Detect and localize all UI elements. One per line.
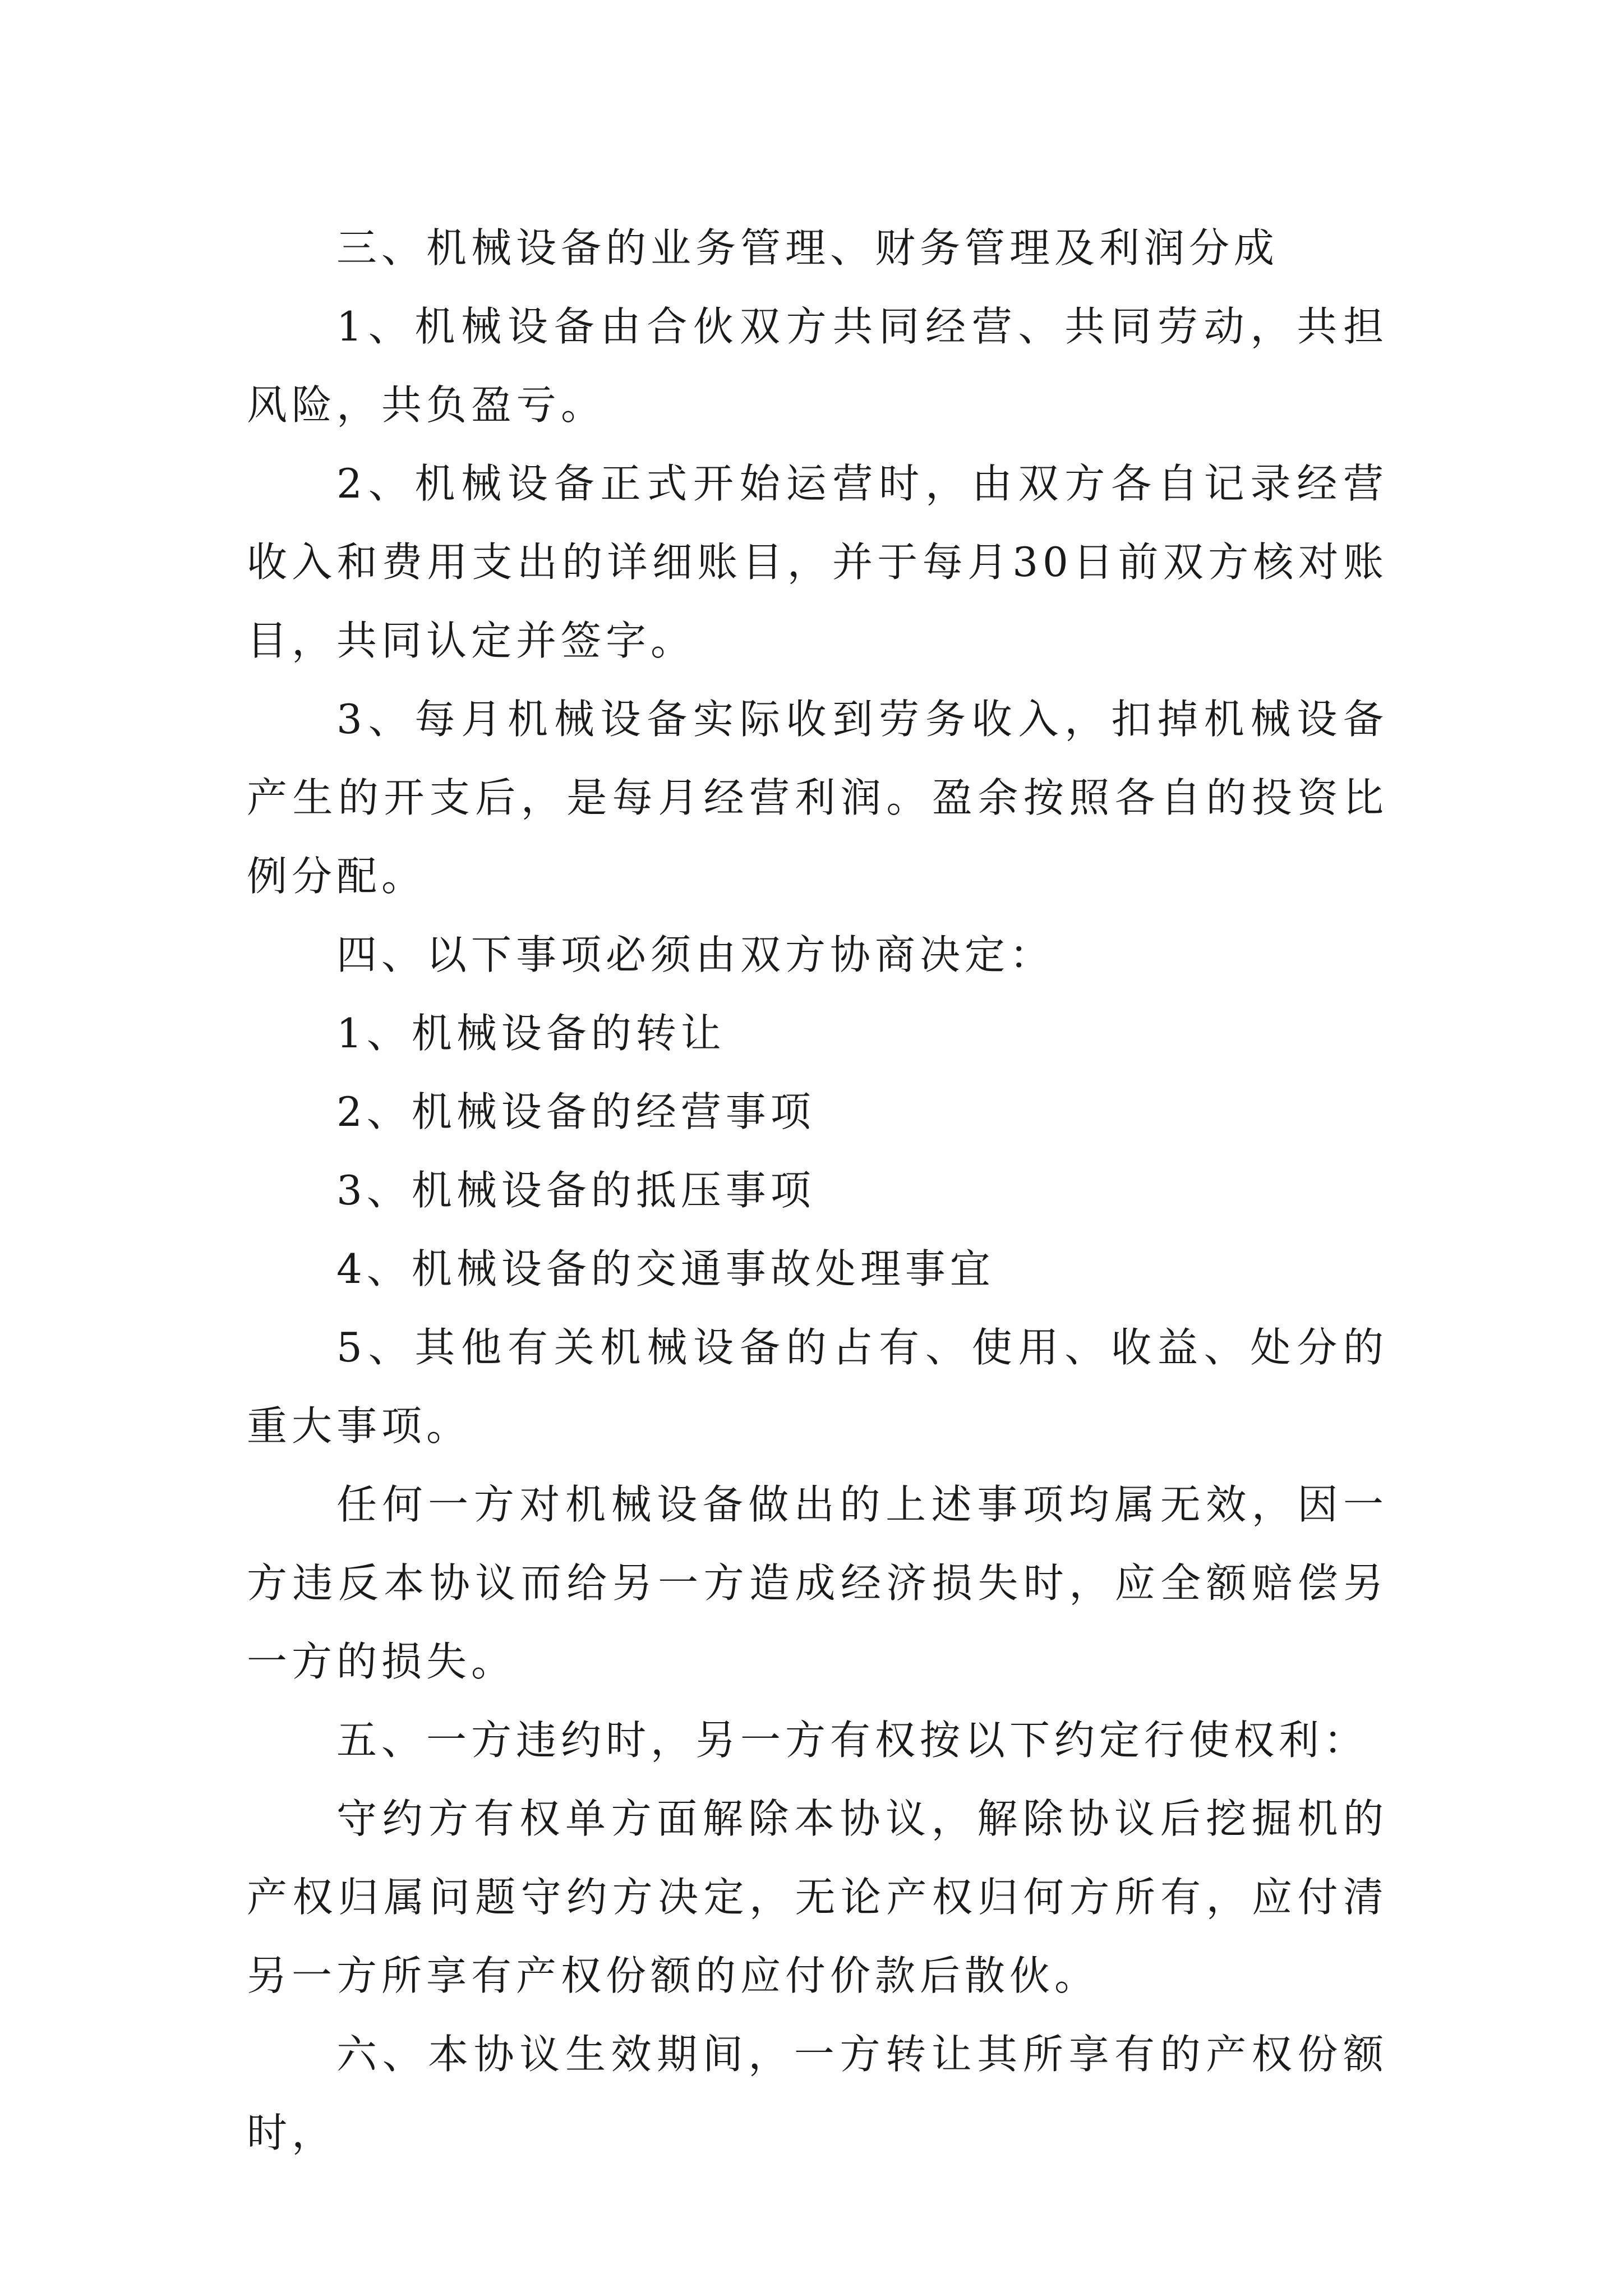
- clause-4-4: 4、机械设备的交通事故处理事宜: [336, 1245, 995, 1292]
- clause-3-3: 3、每月机械设备实际收到劳务收入，扣掉机械设备产生的开支后，是每月经营利润。盈余按照各自的投资比例分配。: [247, 696, 1388, 900]
- clause-5-text: 守约方有权单方面解除本协议，解除协议后挖掘机的产权归属问题守约方决定，无论产权归何方所有，应付清另一方所享有产权份额的应付价款后散伙。: [247, 1795, 1388, 1999]
- section-heading-4: 四、以下事项必须由双方协商决定：: [336, 931, 1055, 978]
- clause-4-3: 3、机械设备的抵压事项: [336, 1167, 815, 1214]
- clause-4-note: 任何一方对机械设备做出的上述事项均属无效，因一方违反本协议而给另一方造成经济损失时，应全额赔偿另一方的损失。: [247, 1481, 1388, 1685]
- clause-4-5: 5、其他有关机械设备的占有、使用、收益、处分的重大事项。: [247, 1324, 1388, 1450]
- document-body: [247, 209, 1388, 2172]
- section-heading-3: 三、机械设备的业务管理、财务管理及利润分成: [336, 224, 1279, 272]
- clause-3-1: 1、机械设备由合伙双方共同经营、共同劳动，共担风险，共负盈亏。: [247, 303, 1388, 429]
- clause-4-2: 2、机械设备的经营事项: [336, 1088, 815, 1135]
- section-heading-5: 五、一方违约时，另一方有权按以下约定行使权利：: [336, 1717, 1369, 1764]
- section-heading-6: 六、本协议生效期间，一方转让其所享有的产权份额时，: [247, 2031, 1388, 2156]
- clause-4-1: 1、机械设备的转让: [336, 1010, 726, 1057]
- clause-3-2: 2、机械设备正式开始运营时，由双方各自记录经营收入和费用支出的详细账目，并于每月30日前双方核对账目，共同认定并签字。: [247, 460, 1388, 664]
